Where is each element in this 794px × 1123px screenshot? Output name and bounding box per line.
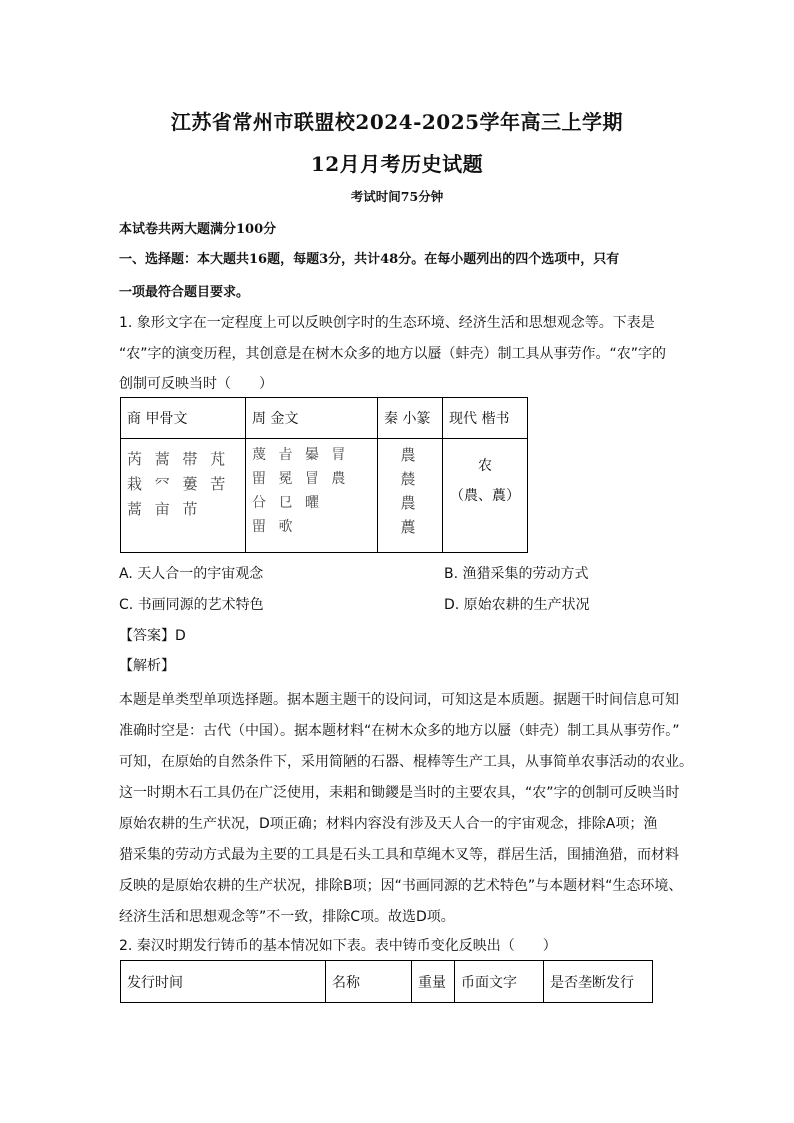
analysis-line: 反映的是原始农耕的生产状况，排除B项；因“书画同源的艺术特色”与本题材料“生态环境、: [119, 878, 683, 894]
kaishu-main: 农: [478, 458, 492, 474]
q1-option-a: A. 天人合一的宇宙观念: [119, 566, 264, 582]
q2-stem: 2. 秦汉时期发行铸币的基本情况如下表。表中铸币变化反映出（ ）: [119, 938, 557, 954]
q1-qin-glyphs: [378, 439, 443, 553]
analysis-line: 可知，在原始的自然条件下，采用简陋的石器、棍棒等生产工具，从事简单农事活动的农业。: [119, 754, 693, 770]
q1-stem-line-1: 1. 象形文字在一定程度上可以反映创字时的生态环境、经济生活和思想观念等。下表是: [119, 315, 655, 331]
q1-header-kaishu: 现代 楷书: [443, 398, 528, 439]
analysis-line: 原始农耕的生产状况，D项正确；材料内容没有涉及天人合一的宇宙观念，排除A项；渔: [119, 816, 658, 832]
zhou-glyph-row: 蔑 㫖 㬥 冐: [252, 447, 350, 463]
title-line-1: 江苏省常州市联盟校2024-2025学年高三上学期: [170, 110, 624, 134]
shang-glyph-row: 蒿 亩 芇: [127, 500, 202, 518]
analysis-line: 本题是单类型单项选择题。据本题主题干的设问词，可知这是本质题。据题干时间信息可知: [119, 692, 679, 708]
q1-stem-line-2: “农”字的演变历程，其创意是在树木众多的地方以蜃（蚌壳）制工具从事劳作。“农”字的: [119, 346, 667, 362]
paper-note: 本试卷共两大题满分100分: [119, 222, 277, 237]
q1-stem-line-3: 创制可反映当时（ ）: [119, 376, 273, 392]
q2-header-name: 名称: [326, 961, 412, 1003]
section-1-line-2: 一项最符合题目要求。: [119, 285, 250, 300]
analysis-line: 这一时期木石工具仍在广泛使用，耒耜和锄鑁是当时的主要农具，“农”字的创制可反映当时: [119, 785, 680, 801]
q1-option-d: D. 原始农耕的生产状况: [444, 597, 590, 613]
kaishu-variants: （農、蕽）: [450, 488, 520, 504]
qin-glyph: 蕽: [400, 518, 420, 536]
zhou-glyph-row: 㽞 冕 冒 農: [252, 471, 350, 487]
shang-glyph-row: 栽 㓁 蔞 苦: [127, 475, 230, 493]
qin-glyph: 農: [400, 494, 420, 512]
q1-header-qin: 秦 小篆: [378, 398, 443, 439]
q2-header-monopoly: 是否垄断发行: [544, 961, 653, 1003]
q2-header-weight: 重量: [412, 961, 455, 1003]
q1-kaishu-cell: [443, 439, 528, 553]
shang-glyph-row: 芮 蒿 帯 芃: [127, 450, 230, 468]
title-line-2: 12月月考历史试题: [310, 152, 484, 176]
zhou-glyph-row: 㽞 㰤: [252, 519, 297, 535]
q1-shang-glyphs: [121, 439, 246, 553]
analysis-line: 经济生活和思想观念等”不一致，排除C项。故选D项。: [119, 909, 455, 925]
exam-time: 考试时间75分钟: [350, 189, 444, 204]
q1-zhou-glyphs: [246, 439, 378, 553]
qin-glyph: 辳: [400, 470, 420, 488]
analysis-line: 准确时空是：古代（中国）。据本题材料“在树木众多的地方以蜃（蚌壳）制工具从事劳作。”: [119, 723, 680, 739]
q1-option-b: B. 渔猎采集的劳动方式: [444, 566, 589, 582]
analysis-line: 猎采集的劳动方式最为主要的工具是石头工具和草绳木叉等，群居生活，围捕渔猎，而材料: [119, 847, 679, 863]
q1-header-shang: 商 甲骨文: [121, 398, 246, 439]
q1-table: [120, 397, 528, 553]
qin-glyph: 農: [400, 446, 420, 464]
zhou-glyph-row: 㕣 㔾 㬬: [252, 495, 323, 511]
q2-header-text: 币面文字: [455, 961, 544, 1003]
q1-header-zhou: 周 金文: [246, 398, 378, 439]
q1-analysis: [119, 685, 693, 933]
q2-table: [120, 960, 653, 1003]
q1-answer: 【答案】D: [119, 628, 186, 644]
q2-header-time: 发行时间: [121, 961, 326, 1003]
section-1-line-1: 一、选择题：本大题共16题，每题3分，共计48分。在每小题列出的四个选项中，只有: [119, 252, 620, 267]
q1-analysis-label: 【解析】: [119, 658, 175, 674]
q1-option-c: C. 书画同源的艺术特色: [119, 597, 264, 613]
